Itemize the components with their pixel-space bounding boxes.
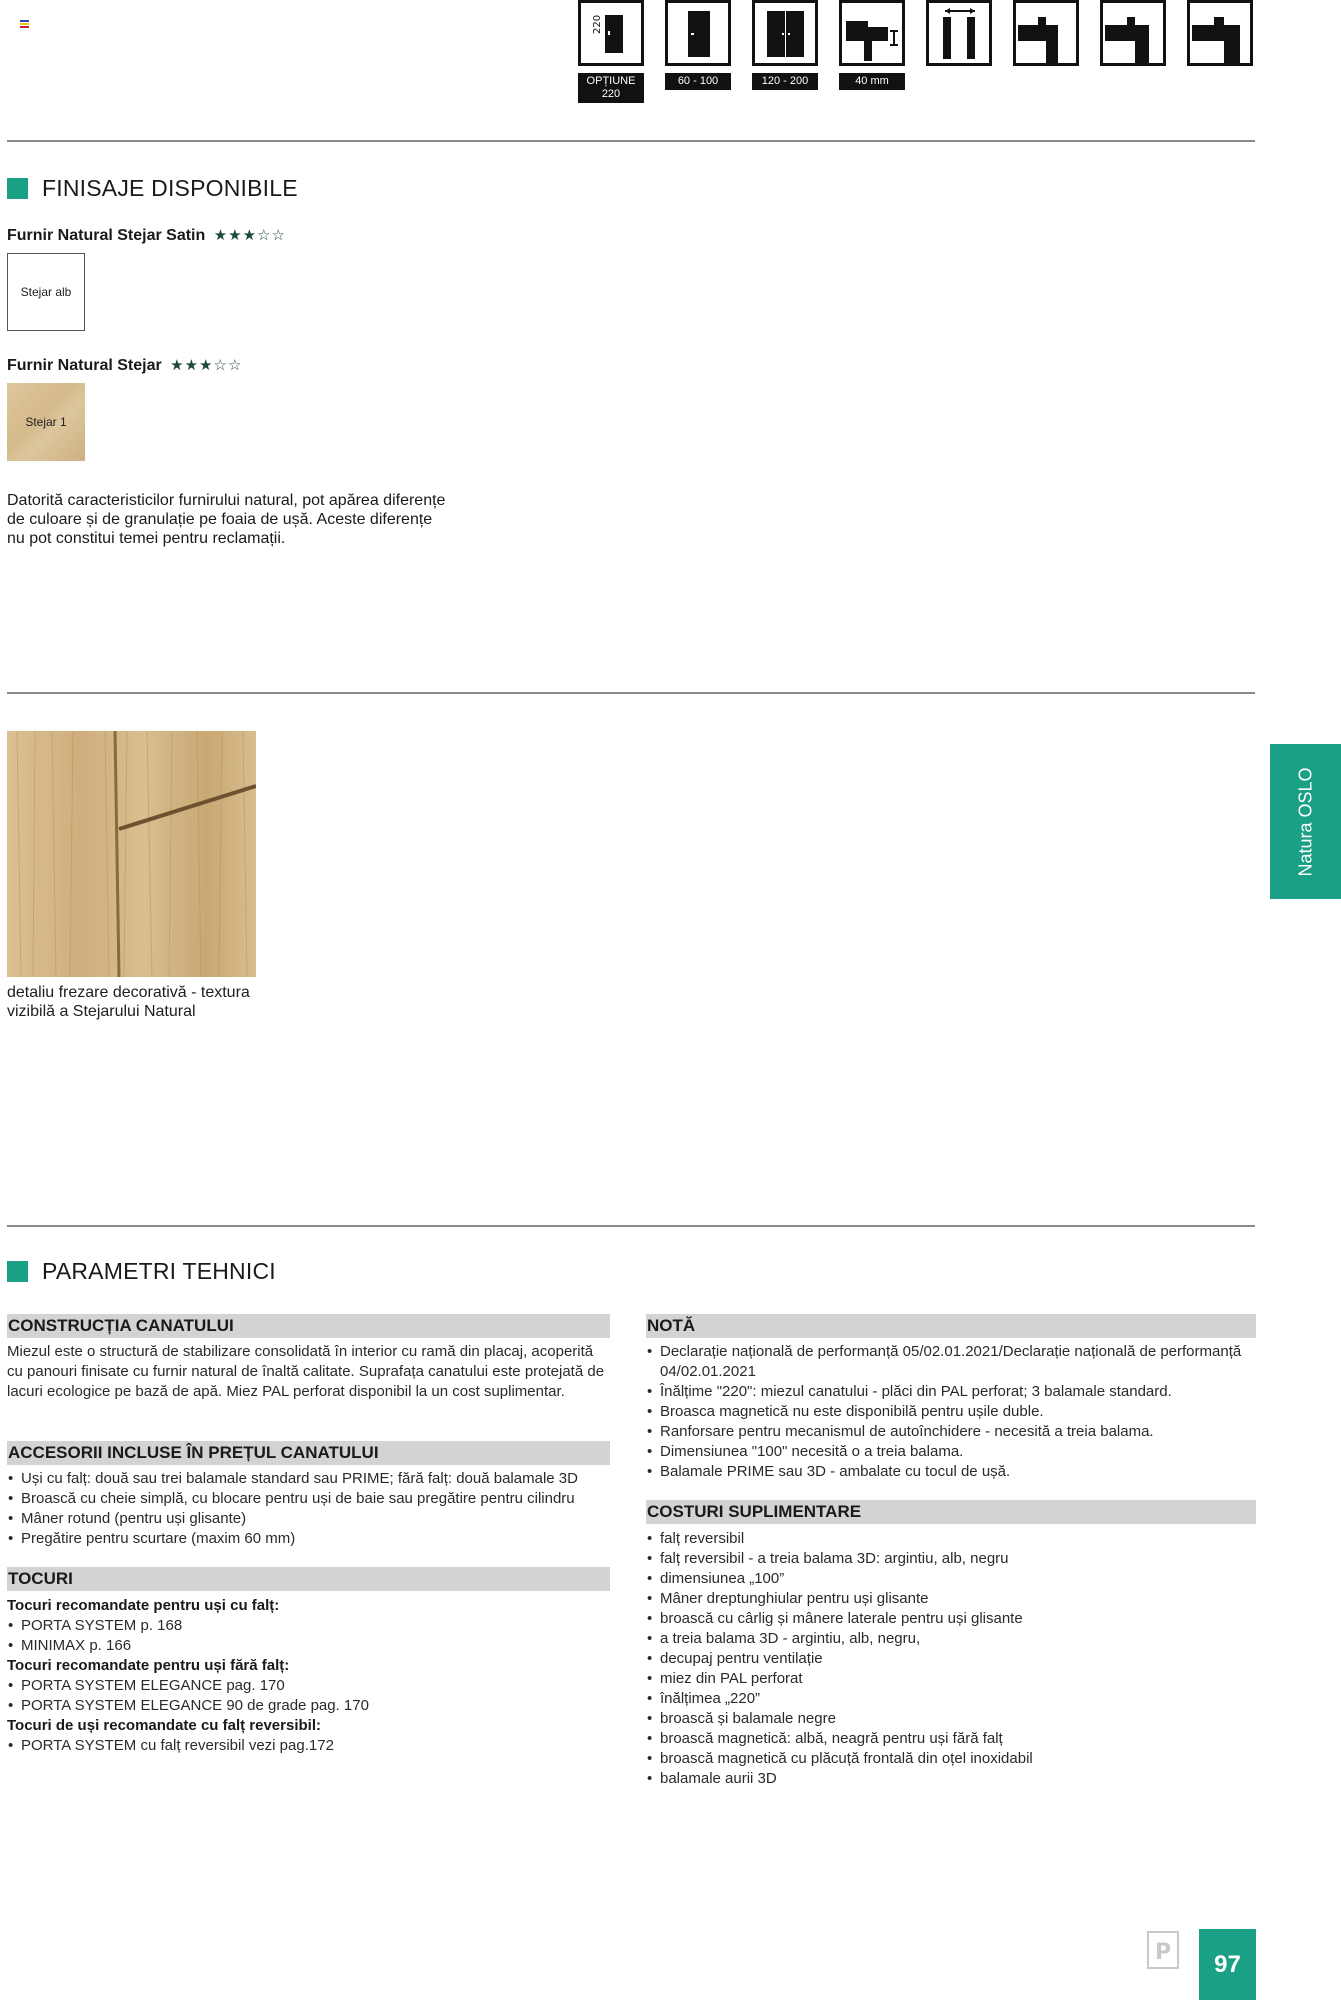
- extra-cost-item: • broască magnetică cu plăcuță frontală din oțel inoxidabil: [646, 1749, 1256, 1769]
- rating-stars-icon: ★★★☆☆: [213, 227, 286, 244]
- accessory-item: • Broască cu cheie simplă, cu blocare pentru uși de baie sau pregătire pentru cilindru: [7, 1489, 610, 1509]
- frames-subhead: Tocuri de uși recomandate cu falț reversibil:: [7, 1717, 321, 1734]
- note-item: • Balamale PRIME sau 3D - ambalate cu tocul de ușă.: [646, 1462, 1256, 1482]
- tag-width-double: 120 - 200: [752, 73, 818, 90]
- tag-width-single: 60 - 100: [665, 73, 731, 90]
- extra-cost-item: • dimensiunea „100”: [646, 1569, 1256, 1589]
- accessories-list: [7, 1469, 610, 1549]
- construction-text: Miezul este o structură de stabilizare consolidată în interior cu ramă din placaj, acoperită cu panouri finisate cu furnir natural de înaltă calitate. Suprafața canatului este protejată de lacuri ecologice pe bază de apă. Miez PAL perforat disponibil la un cost suplimentar.: [7, 1343, 605, 1400]
- extra-cost-item: • broască și balamale negre: [646, 1709, 1256, 1729]
- photo-caption: detaliu frezare decorativă - textura vizibilă a Stejarului Natural: [7, 984, 250, 1020]
- frame-item: • PORTA SYSTEM ELEGANCE 90 de grade pag. 170: [7, 1696, 610, 1716]
- finish-name: Furnir Natural Stejar Satin: [7, 227, 206, 244]
- section-title-finishes: [7, 175, 298, 202]
- accessory-item: • Mâner rotund (pentru uși glisante): [7, 1509, 610, 1529]
- height-label: 220: [592, 14, 603, 34]
- door-height-220-icon: [578, 0, 644, 66]
- extra-costs-list: [646, 1529, 1256, 1789]
- page-number: 97: [1199, 1929, 1256, 2000]
- frame-item: • PORTA SYSTEM cu falț reversibil vezi pag.172: [7, 1736, 610, 1756]
- extra-cost-item: • a treia balama 3D - argintiu, alb, negru,: [646, 1629, 1256, 1649]
- section-marker-icon: [7, 178, 28, 199]
- section-marker-icon: [7, 1261, 28, 1282]
- frame-profile-icon-2: [1100, 0, 1166, 66]
- double-door-icon: [752, 0, 818, 66]
- logo-letter: P: [1154, 1940, 1172, 1965]
- extra-costs-header: [646, 1500, 1256, 1524]
- extra-cost-item: • Mâner dreptunghiular pentru uși glisante: [646, 1589, 1256, 1609]
- extra-cost-item: • falț reversibil - a treia balama 3D: argintiu, alb, negru: [646, 1549, 1256, 1569]
- section-title-text: PARAMETRI TEHNICI: [42, 1258, 276, 1284]
- single-door-icon: [665, 0, 731, 66]
- header-text: NOTĂ: [647, 1316, 696, 1335]
- header-text: ACCESORII INCLUSE ÎN PREȚUL CANATULUI: [8, 1443, 379, 1462]
- extra-cost-item: • miez din PAL perforat: [646, 1669, 1256, 1689]
- collection-side-tab[interactable]: [1270, 744, 1341, 899]
- note-item: • Dimensiunea "100" necesită o a treia balama.: [646, 1442, 1256, 1462]
- section-title-tech: [7, 1258, 276, 1285]
- nota-list: [646, 1342, 1256, 1482]
- finish-group-satin: [7, 226, 286, 245]
- divider: [7, 140, 1255, 142]
- swatch-label: Stejar 1: [25, 415, 67, 429]
- note-item: • Ranforsare pentru mecanismul de autoînchidere - necesită a treia balama.: [646, 1422, 1256, 1442]
- construction-header: [7, 1314, 610, 1338]
- language-flag-icon: [20, 20, 29, 28]
- accessory-item: • Pregătire pentru scurtare (maxim 60 mm): [7, 1529, 610, 1549]
- frame-item: • PORTA SYSTEM p. 168: [7, 1616, 610, 1636]
- swatch-stejar-alb[interactable]: [7, 253, 85, 331]
- frame-item: • MINIMAX p. 166: [7, 1636, 610, 1656]
- nota-header: [646, 1314, 1256, 1338]
- note-item: • Declarație națională de performanță 05/02.01.2021/Declarație națională de performanță 04/02.01.2021: [646, 1342, 1256, 1382]
- door-width-icon: [926, 0, 992, 66]
- extra-cost-item: • broască cu cârlig și mânere laterale pentru uși glisante: [646, 1609, 1256, 1629]
- brand-logo-icon: [1147, 1931, 1179, 1969]
- extra-cost-item: • falț reversibil: [646, 1529, 1256, 1549]
- rating-stars-icon: ★★★☆☆: [170, 357, 243, 374]
- note-item: • Broasca magnetică nu este disponibilă pentru ușile duble.: [646, 1402, 1256, 1422]
- extra-cost-item: • decupaj pentru ventilație: [646, 1649, 1256, 1669]
- divider: [7, 1225, 1255, 1227]
- frame-profile-icon-1: [1013, 0, 1079, 66]
- tag-option-220: OPȚIUNE 220: [578, 73, 644, 103]
- swatch-stejar-1[interactable]: [7, 383, 85, 461]
- frames-block: [7, 1596, 610, 1756]
- accessories-header: [7, 1441, 610, 1465]
- header-text: CONSTRUCȚIA CANATULUI: [8, 1316, 234, 1335]
- side-tab-label: Natura OSLO: [1295, 766, 1315, 877]
- tag-thickness: 40 mm: [839, 73, 905, 90]
- finish-group-natural: [7, 356, 242, 375]
- header-text: TOCURI: [8, 1569, 73, 1588]
- frame-profile-icon-3: [1187, 0, 1253, 66]
- frames-header: [7, 1567, 610, 1591]
- accessory-item: • Uși cu falț: două sau trei balamale standard sau PRIME; fără falț: două balamale 3D: [7, 1469, 610, 1489]
- note-item: • Înălțime "220": miezul canatului - plăci din PAL perforat; 3 balamale standard.: [646, 1382, 1256, 1402]
- extra-cost-item: • broască magnetică: albă, neagră pentru uși fără falț: [646, 1729, 1256, 1749]
- finish-name: Furnir Natural Stejar: [7, 357, 162, 374]
- frames-subhead: Tocuri recomandate pentru uși cu falț:: [7, 1597, 280, 1614]
- header-text: COSTURI SUPLIMENTARE: [647, 1502, 862, 1521]
- extra-cost-item: • înălțimea „220”: [646, 1689, 1256, 1709]
- finish-note: Datorită caracteristicilor furnirului natural, pot apărea diferențe de culoare și de granulație pe foaia de ușă. Aceste diferențe nu pot constitui temei pentru reclamații.: [7, 492, 446, 547]
- section-title-text: FINISAJE DISPONIBILE: [42, 175, 298, 201]
- divider: [7, 692, 1255, 694]
- frame-item: • PORTA SYSTEM ELEGANCE pag. 170: [7, 1676, 610, 1696]
- frames-subhead: Tocuri recomandate pentru uși fără falț:: [7, 1657, 290, 1674]
- oak-texture-photo: [7, 731, 256, 977]
- extra-cost-item: • balamale aurii 3D: [646, 1769, 1256, 1789]
- swatch-label: Stejar alb: [20, 285, 72, 299]
- frame-thickness-icon: [839, 0, 905, 66]
